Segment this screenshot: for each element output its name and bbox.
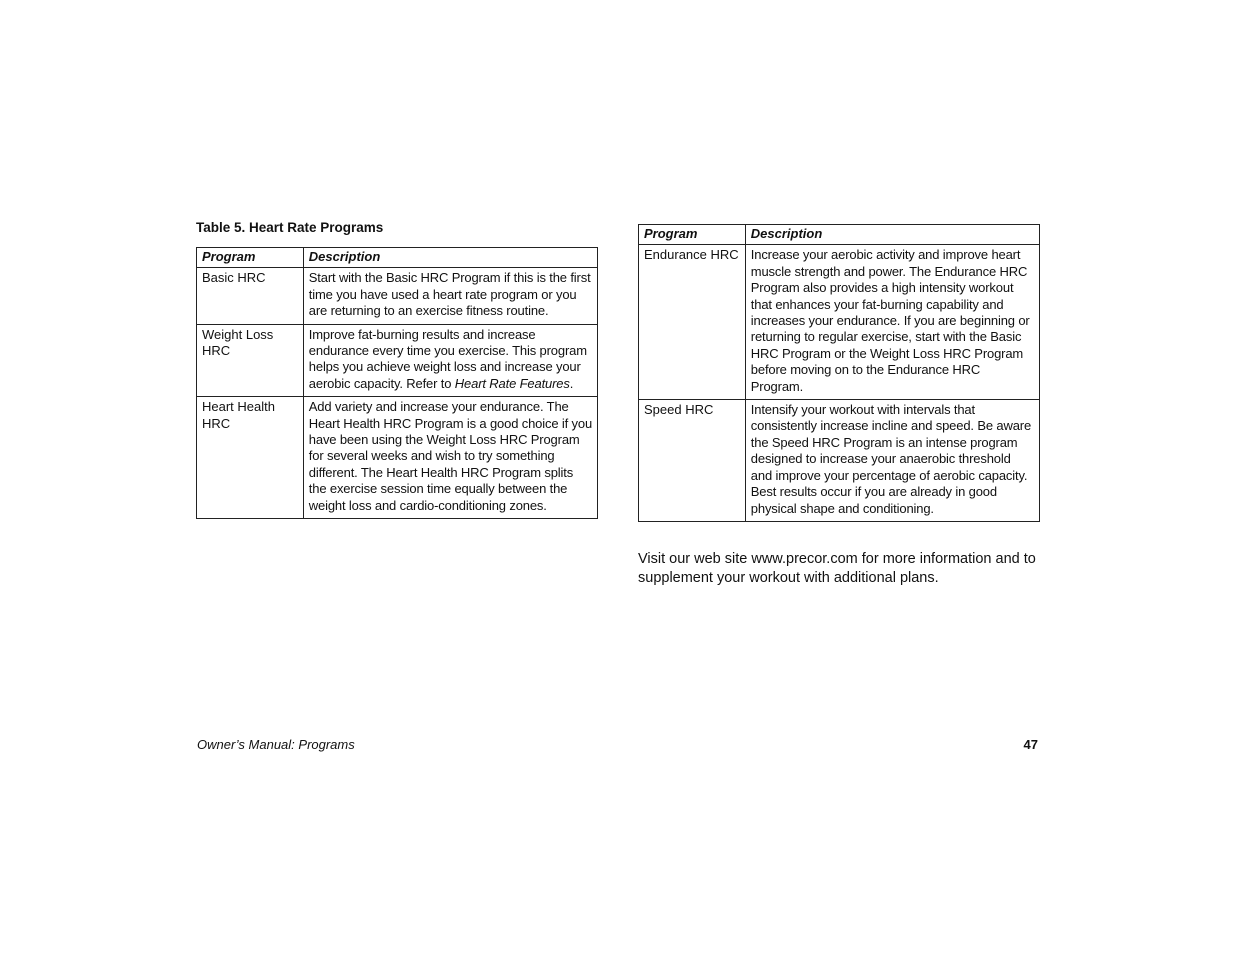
column-header-program: Program	[639, 225, 746, 245]
column-header-description: Description	[303, 248, 597, 268]
table-caption: Table 5. Heart Rate Programs	[196, 220, 384, 235]
column-header-program: Program	[197, 248, 304, 268]
table-row	[639, 400, 1040, 522]
description-end: .	[569, 375, 574, 391]
program-description: Start with the Basic HRC Program if this is the first time you have used a heart rate program or you are returning to an exercise fitness routine.	[303, 268, 597, 324]
program-name: Endurance HRC	[639, 245, 746, 400]
program-description	[303, 324, 597, 397]
table-row	[639, 245, 1040, 400]
program-name: Heart Health HRC	[197, 397, 304, 519]
program-name: Weight Loss HRC	[197, 324, 304, 397]
table-row	[197, 268, 598, 324]
program-description: Intensify your workout with intervals that consistently increase incline and speed. Be aware the Speed HRC Program is an intense program designed to increase your anaerobic threshold and improve your percentage of aerobic capacity. Best results occur if you are already in good physical shape and conditioning.	[745, 400, 1039, 522]
heart-rate-programs-table	[196, 247, 598, 519]
program-name: Speed HRC	[639, 400, 746, 522]
table-row	[197, 397, 598, 519]
column-header-description: Description	[745, 225, 1039, 245]
table-row	[197, 324, 598, 397]
footer-section-title: Owner’s Manual: Programs	[197, 737, 355, 752]
page-number: 47	[1023, 737, 1038, 752]
cross-reference: Heart Rate Features	[454, 375, 570, 391]
program-description: Add variety and increase your endurance. The Heart Health HRC Program is a good choice if you have been using the Weight Loss HRC Program for several weeks and wish to try something different. The Heart Health HRC Program splits the exercise session time equally between the weight loss and cardio-conditioning zones.	[303, 397, 597, 519]
program-name: Basic HRC	[197, 268, 304, 324]
table-header-row	[197, 248, 598, 268]
website-note: Visit our web site www.precor.com for more information and to supplement your workout with additional plans.	[638, 551, 1036, 586]
description-text: Improve fat-burning results and increase endurance every time you exercise. This program helps you achieve weight loss and increase your aerobic capacity. Refer to	[308, 326, 587, 391]
program-description: Increase your aerobic activity and improve heart muscle strength and power. The Endurance HRC Program also provides a high intensity workout that enhances your fat-burning capability and increases your endurance. If you are beginning or returning to regular exercise, start with the Basic HRC Program or the Weight Loss HRC Program before moving on to the Endurance HRC Program.	[745, 245, 1039, 400]
table-header-row	[639, 225, 1040, 245]
heart-rate-programs-table-continued	[638, 224, 1040, 522]
